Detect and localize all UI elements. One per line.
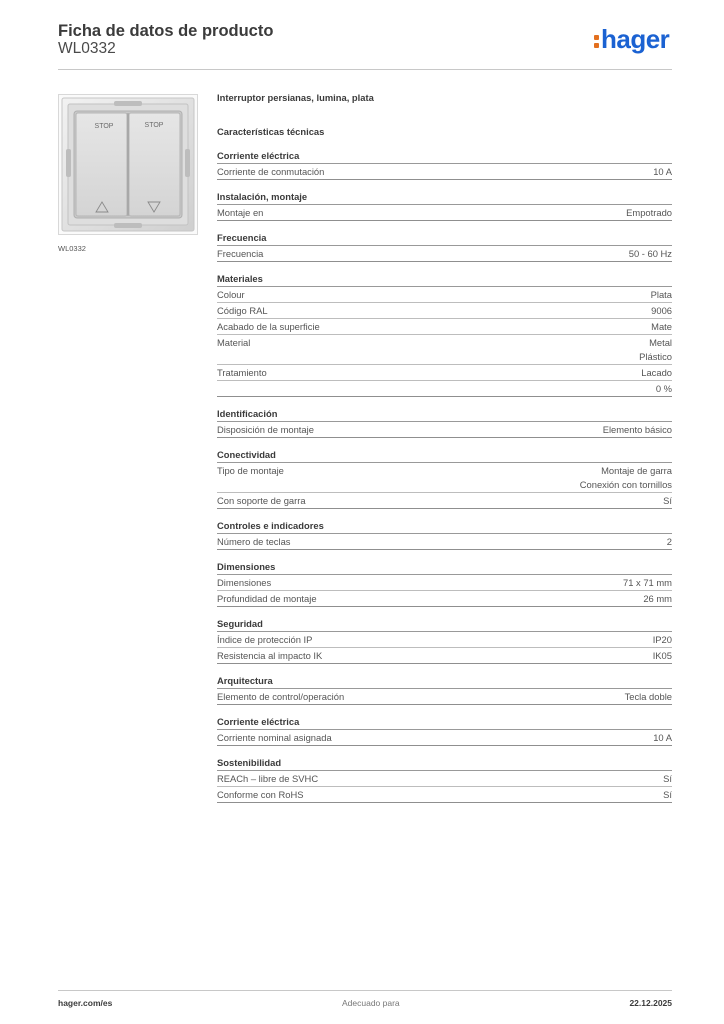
spec-value — [639, 336, 672, 364]
spec-label: Elemento de control/operación — [217, 691, 345, 702]
spec-value-line: 10 A — [653, 732, 672, 743]
spec-value — [641, 366, 672, 380]
logo-dots-icon — [594, 32, 600, 50]
spec-label: Código RAL — [217, 305, 268, 316]
spec-value-line: Sí — [663, 789, 672, 800]
spec-row — [217, 534, 672, 550]
spec-value-line: 26 mm — [643, 593, 672, 604]
product-code: WL0332 — [58, 40, 116, 57]
section-title: Materiales — [217, 272, 672, 287]
spec-row — [217, 463, 672, 493]
spec-row — [217, 246, 672, 262]
spec-section — [217, 519, 672, 550]
spec-value — [629, 247, 672, 261]
spec-section — [217, 674, 672, 705]
spec-label: Colour — [217, 289, 245, 300]
spec-label: Corriente nominal asignada — [217, 732, 332, 743]
spec-label: Disposición de montaje — [217, 424, 314, 435]
spec-value-line: IK05 — [652, 650, 672, 661]
section-title: Controles e indicadores — [217, 519, 672, 534]
spec-section — [217, 190, 672, 221]
spec-value-line: 2 — [666, 536, 672, 547]
spec-label: Conforme con RoHS — [217, 789, 304, 800]
spec-value-line: Montaje de garra — [601, 465, 672, 476]
product-name: Interruptor persianas, lumina, plata — [217, 92, 374, 103]
spec-value-line: 9006 — [651, 305, 672, 316]
section-title: Corriente eléctrica — [217, 149, 672, 164]
stop-label-right: STOP — [144, 122, 164, 129]
spec-value-line: Empotrado — [626, 207, 672, 218]
footer-date: 22.12.2025 — [629, 998, 672, 1008]
spec-row — [217, 648, 672, 664]
spec-value-line: Conexión con tornillos — [579, 479, 672, 490]
stop-label-left: STOP — [94, 123, 114, 130]
spec-sections — [217, 149, 672, 803]
spec-section — [217, 231, 672, 262]
spec-row — [217, 335, 672, 365]
logo-text: hager — [601, 24, 670, 54]
spec-value-line: Mate — [651, 321, 672, 332]
spec-section — [217, 407, 672, 438]
spec-value — [651, 288, 672, 302]
section-title: Conectividad — [217, 448, 672, 463]
spec-label: Corriente de conmutación — [217, 166, 325, 177]
spec-value-line: Tecla doble — [624, 691, 672, 702]
spec-label: Tipo de montaje — [217, 465, 284, 476]
spec-row — [217, 787, 672, 803]
hager-logo — [594, 24, 669, 54]
spec-label: Índice de protección IP — [217, 634, 313, 645]
section-title: Corriente eléctrica — [217, 715, 672, 730]
spec-value — [663, 788, 672, 802]
spec-row — [217, 205, 672, 221]
spec-value-line: Sí — [663, 495, 672, 506]
spec-value-line: 10 A — [653, 166, 672, 177]
spec-value-line: Plata — [650, 289, 672, 300]
spec-sheet — [217, 91, 672, 803]
spec-label: Tratamiento — [217, 367, 267, 378]
spec-value — [651, 320, 672, 334]
spec-section — [217, 756, 672, 803]
spec-section — [217, 149, 672, 180]
spec-label: Material — [217, 337, 251, 348]
image-caption: WL0332 — [58, 244, 86, 253]
spec-row — [217, 287, 672, 303]
footer-website: hager.com/es — [58, 998, 113, 1008]
spec-value — [663, 772, 672, 786]
section-title: Frecuencia — [217, 231, 672, 246]
spec-section — [217, 715, 672, 746]
spec-value-line: Elemento básico — [602, 424, 672, 435]
spec-value — [625, 690, 672, 704]
spec-row — [217, 632, 672, 648]
spec-value — [653, 731, 672, 745]
spec-row — [217, 422, 672, 438]
spec-label: Acabado de la superficie — [217, 321, 320, 332]
spec-value — [603, 423, 672, 437]
spec-value-line: 71 x 71 mm — [623, 577, 672, 588]
spec-row — [217, 164, 672, 180]
spec-label: Montaje en — [217, 207, 264, 218]
header-divider — [58, 69, 672, 70]
spec-value — [651, 304, 672, 318]
spec-value — [656, 382, 672, 396]
spec-value-line: IP20 — [652, 634, 672, 645]
spec-section — [217, 617, 672, 664]
spec-value — [653, 649, 672, 663]
section-title: Identificación — [217, 407, 672, 422]
spec-value — [663, 494, 672, 508]
spec-value — [580, 464, 672, 492]
spec-value-line: 0 % — [655, 383, 672, 394]
product-image — [58, 94, 198, 235]
spec-row — [217, 730, 672, 746]
spec-section — [217, 448, 672, 509]
spec-label: Frecuencia — [217, 248, 264, 259]
spec-row — [217, 591, 672, 607]
spec-value-line: Plástico — [639, 351, 672, 362]
spec-row — [217, 493, 672, 509]
spec-value — [653, 165, 672, 179]
spec-row — [217, 575, 672, 591]
spec-label: Resistencia al impacto IK — [217, 650, 323, 661]
spec-value-line: 50 - 60 Hz — [628, 248, 672, 259]
spec-value-line: Lacado — [641, 367, 672, 378]
spec-row — [217, 365, 672, 381]
spec-label: Profundidad de montaje — [217, 593, 317, 604]
spec-row — [217, 381, 672, 397]
spec-label: Con soporte de garra — [217, 495, 306, 506]
spec-label: Número de teclas — [217, 536, 291, 547]
section-title: Arquitectura — [217, 674, 672, 689]
section-title: Seguridad — [217, 617, 672, 632]
spec-section — [217, 560, 672, 607]
spec-value — [667, 535, 672, 549]
spec-value — [653, 633, 672, 647]
spec-section — [217, 272, 672, 397]
spec-value-line: Metal — [649, 337, 672, 348]
spec-row — [217, 319, 672, 335]
spec-row — [217, 771, 672, 787]
spec-row — [217, 689, 672, 705]
spec-value — [626, 206, 672, 220]
spec-value — [643, 592, 672, 606]
spec-row — [217, 303, 672, 319]
footer-center-text: Adecuado para — [342, 998, 400, 1008]
spec-label: REACh – libre de SVHC — [217, 773, 319, 784]
section-title: Instalación, montaje — [217, 190, 672, 205]
spec-label: Dimensiones — [217, 577, 272, 588]
footer-divider — [58, 990, 672, 991]
spec-value-line: Sí — [663, 773, 672, 784]
section-title: Sostenibilidad — [217, 756, 672, 771]
section-title: Dimensiones — [217, 560, 672, 575]
spec-heading: Características técnicas — [217, 126, 325, 137]
spec-value — [623, 576, 672, 590]
page-title: Ficha de datos de producto — [58, 22, 274, 40]
